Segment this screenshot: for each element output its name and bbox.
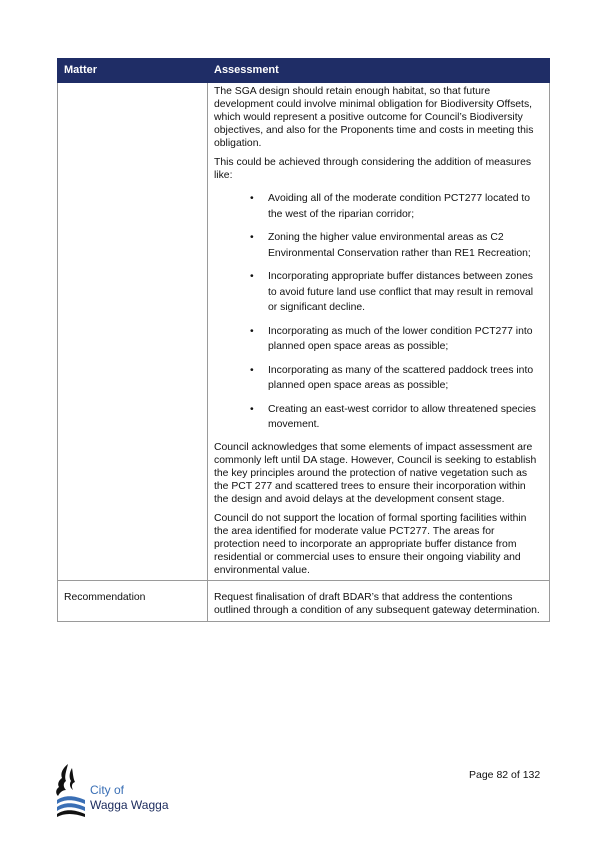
header-matter: Matter: [58, 59, 208, 83]
list-item-text: Avoiding all of the moderate condition PCT277 located to the west of the riparian corridor;: [268, 193, 531, 220]
list-item-text: Incorporating as much of the lower condition PCT277 into planned open space areas as possible;: [268, 325, 533, 352]
list-item-text: Creating an east-west corridor to allow threatened species movement.: [268, 403, 536, 430]
bullet-icon: •: [250, 364, 254, 376]
paragraph: This could be achieved through considering the addition of measures like:: [214, 157, 532, 181]
header-assessment: Assessment: [208, 59, 550, 83]
logo-line-city: City of: [90, 783, 125, 797]
list-item: [214, 191, 543, 222]
matter-cell: Recommendation: [58, 580, 208, 621]
table-row: [58, 83, 550, 581]
bullet-icon: •: [250, 271, 254, 282]
logo-text: [90, 783, 169, 813]
page-number: Page 82 of 132: [469, 769, 541, 781]
list-item: [214, 230, 543, 261]
list-item: [214, 324, 543, 355]
bullet-icon: •: [250, 232, 254, 243]
paragraph: Council do not support the location of formal sporting facilities within the area identified for moderate value PCT277. The areas for protection need to incorporate an appropriate buffer distance from residential or commercial uses to ensure their ongoing viability and environmental value.: [214, 512, 527, 576]
measures-list: [214, 191, 543, 433]
assessment-cell: Request finalisation of draft BDAR’s that address the contentions outlined through a condition of any subsequent gateway determination.: [208, 580, 550, 621]
matter-cell: [58, 83, 208, 581]
bullet-icon: •: [250, 403, 254, 415]
council-logo: [54, 762, 184, 820]
list-item-text: Incorporating as many of the scattered paddock trees into planned open space areas as possible;: [268, 364, 534, 391]
paragraph: Council acknowledges that some elements of impact assessment are commonly left until DA stage. However, Council is seeking to establish the key principles around the protection of native vegetation such as the PCT 277 and scattered trees to ensure their incorporation within the design and avoid delays at the development consent stage.: [214, 441, 537, 505]
assessment-table: [57, 58, 550, 622]
list-item: [214, 402, 543, 433]
list-item: [214, 269, 543, 316]
table-header-row: [58, 59, 550, 83]
logo-line-name: Wagga Wagga: [90, 798, 169, 812]
table-row: [58, 580, 550, 621]
bullet-icon: •: [250, 325, 254, 337]
logo-mark-icon: [54, 762, 88, 818]
list-item: [214, 363, 543, 394]
paragraph: The SGA design should retain enough habitat, so that future development could involve minimal obligation for Biodiversity Offsets, which would represent a positive outcome for Council’s Biodiversity objectives, and also for the Proponents time and costs in meeting this obligation.: [214, 86, 534, 149]
bullet-icon: •: [250, 193, 254, 204]
list-item-text: Zoning the higher value environmental areas as C2 Environmental Conservation rather than RE1 Recreation;: [268, 232, 531, 259]
assessment-cell: [208, 83, 550, 581]
list-item-text: Incorporating appropriate buffer distances between zones to avoid future land use conflict that may result in removal or significant decline.: [268, 271, 534, 313]
